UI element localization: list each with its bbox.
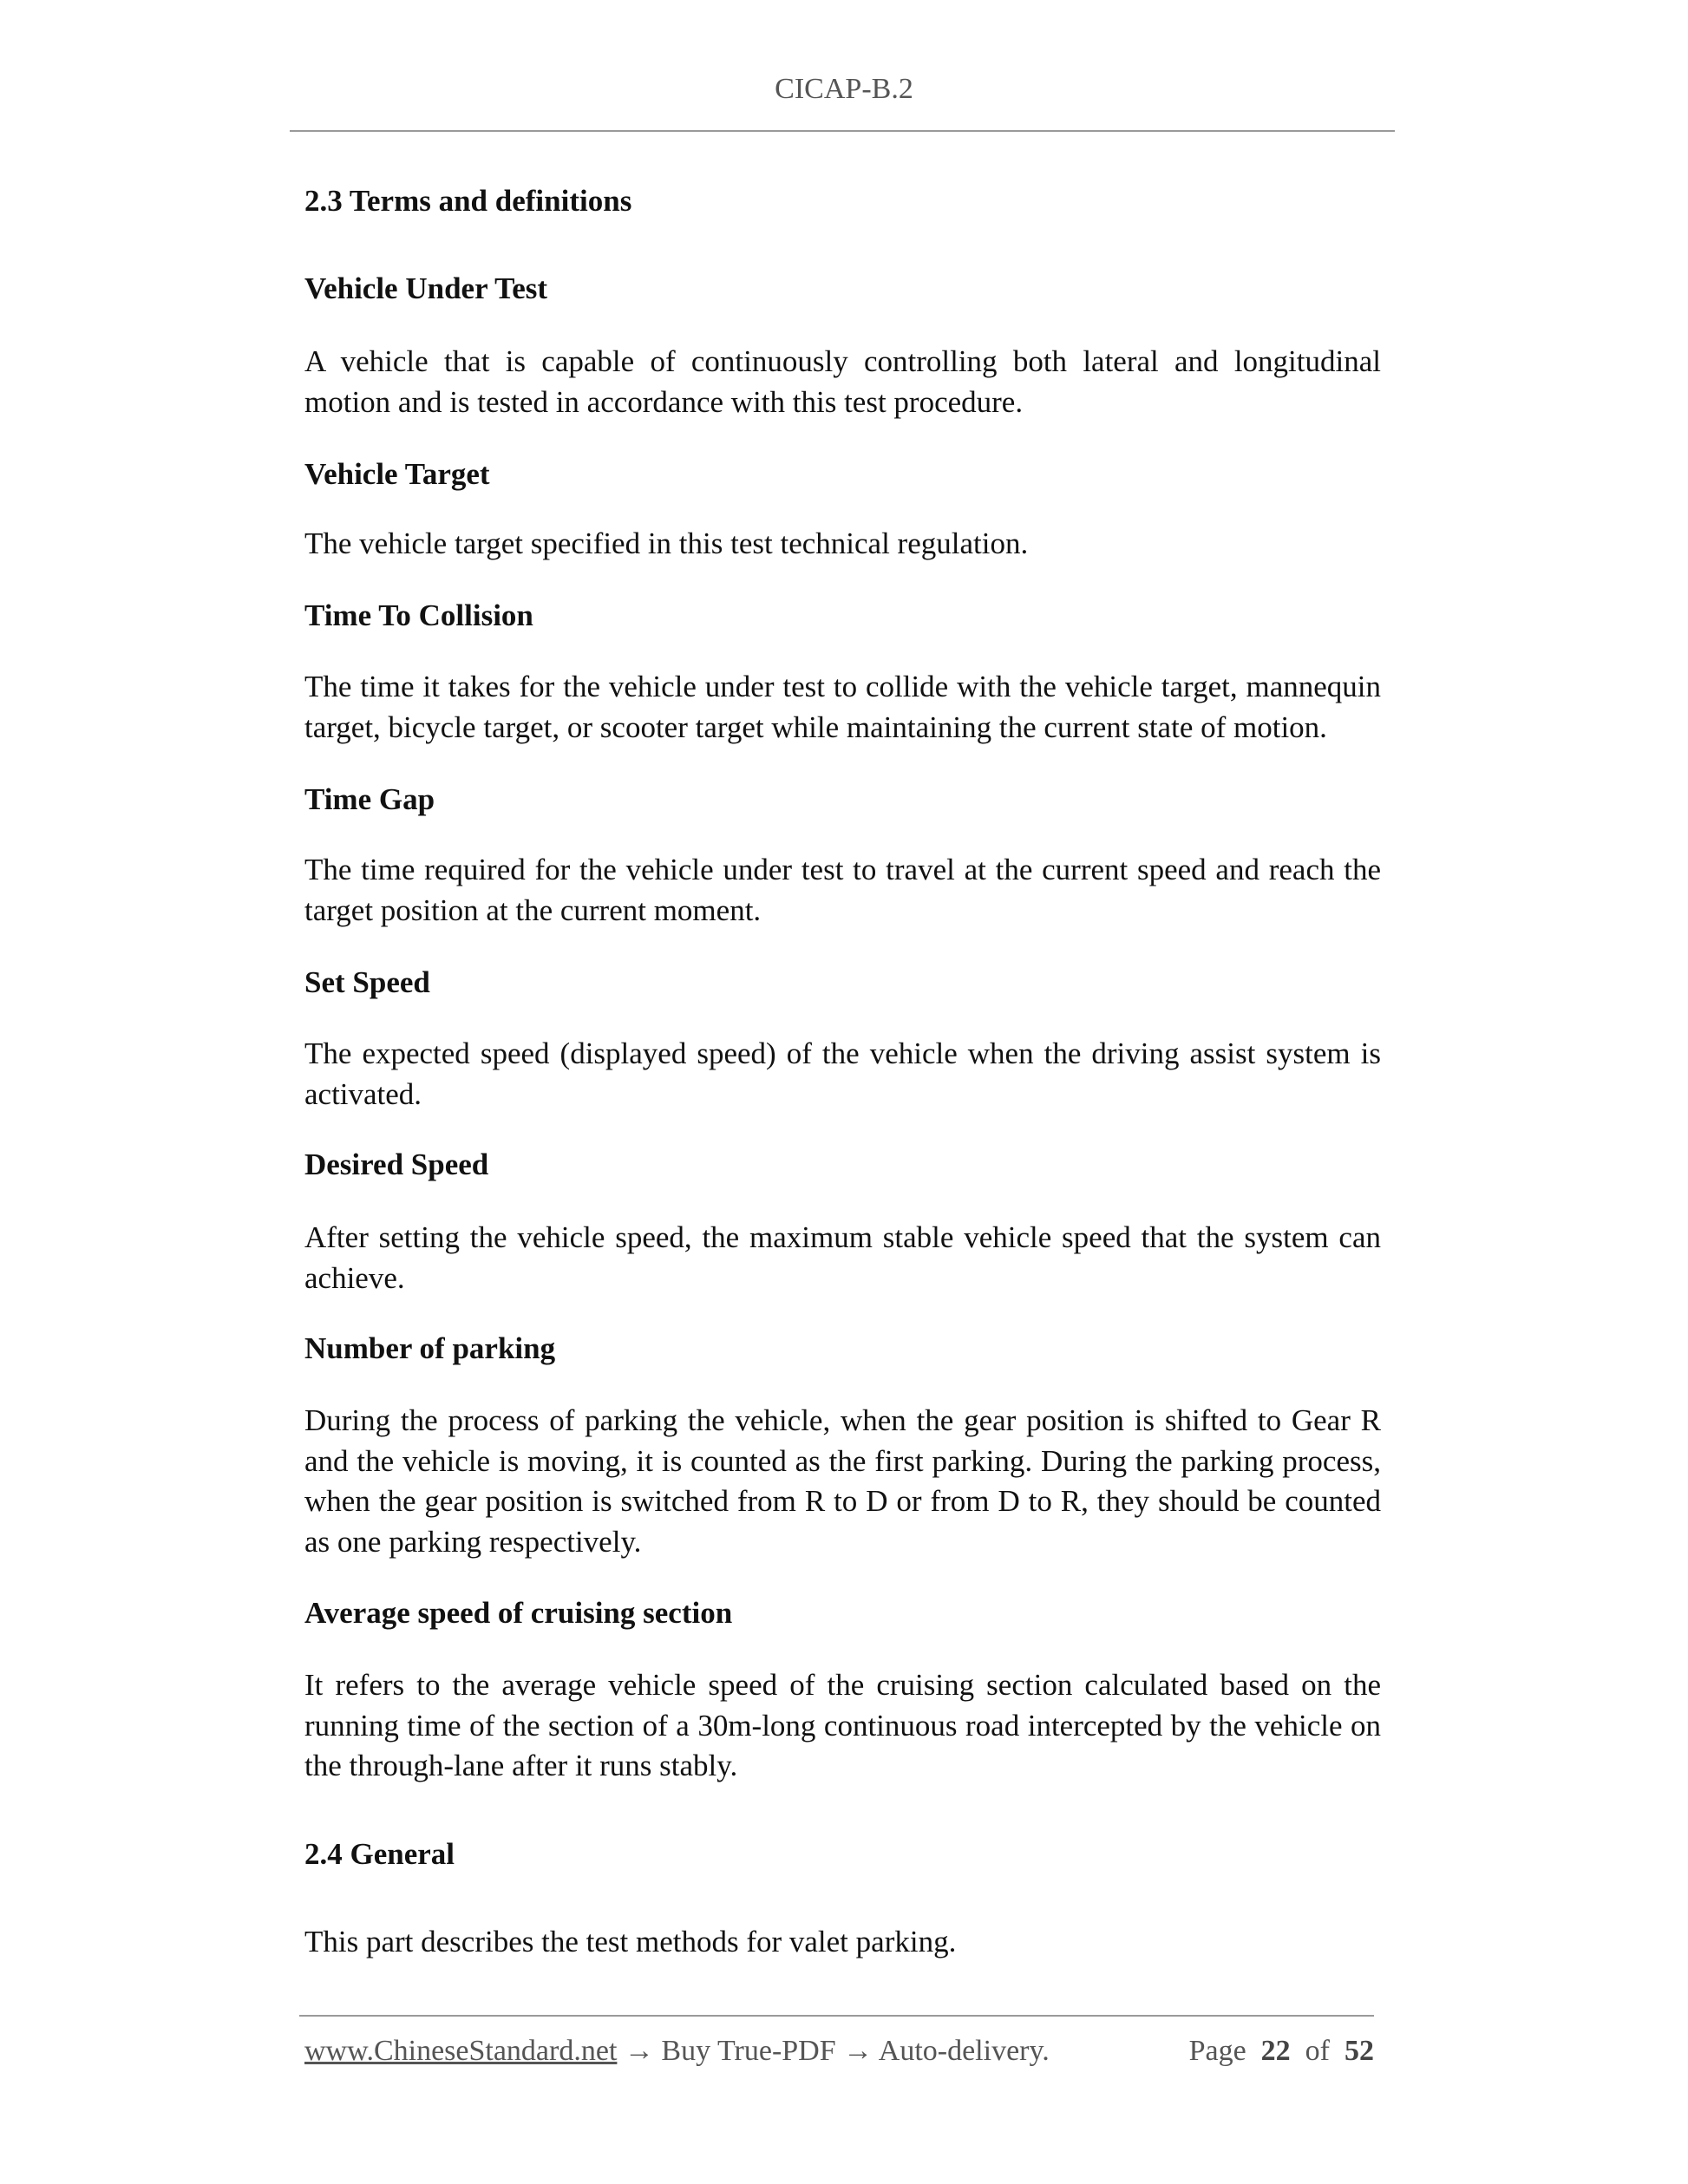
term-title: Time Gap bbox=[304, 782, 435, 816]
term-definition: The time it takes for the vehicle under test to collide with the vehicle target, mannequin target, bicycle target, or scooter target while maintaining the current state of motion. bbox=[304, 670, 1381, 744]
term-definition: The expected speed (displayed speed) of the vehicle when the driving assist system is activated. bbox=[304, 1036, 1381, 1111]
header-doc-code: CICAP-B.2 bbox=[775, 73, 913, 105]
term-definition: During the process of parking the vehicle, when the gear position is shifted to Gear R and the vehicle is moving, it is counted as the first parking. During the parking process, when the gear position is switched from R to D or from D to R, they should be counted as one parking respectively. bbox=[304, 1403, 1381, 1559]
section-heading: 2.3 Terms and definitions bbox=[304, 184, 632, 218]
page-label: Page bbox=[1188, 2035, 1246, 2067]
term-definition: The vehicle target specified in this test technical regulation. bbox=[304, 526, 1029, 560]
term-definition: The time required for the vehicle under test to travel at the current speed and reach the target position at the current moment. bbox=[304, 853, 1381, 927]
current-page: 22 bbox=[1260, 2035, 1291, 2067]
arrow-right-icon: → bbox=[624, 2035, 654, 2067]
term-title: Average speed of cruising section bbox=[304, 1596, 733, 1630]
website-link[interactable]: www.ChineseStandard.net bbox=[304, 2035, 618, 2067]
term-title: Time To Collision bbox=[304, 598, 533, 632]
of-label: of bbox=[1305, 2035, 1330, 2067]
total-pages: 52 bbox=[1345, 2035, 1374, 2067]
term-title: Set Speed bbox=[304, 965, 430, 999]
footer-rule bbox=[299, 2015, 1374, 2017]
arrow-right-icon: → bbox=[843, 2035, 873, 2067]
page-number bbox=[1189, 2035, 1374, 2068]
section-body: This part describes the test methods for valet parking. bbox=[304, 1925, 957, 1958]
term-title: Vehicle Under Test bbox=[304, 271, 548, 305]
delivery-text: Auto-delivery. bbox=[878, 2035, 1050, 2067]
term-title: Number of parking bbox=[304, 1331, 556, 1365]
term-definition: A vehicle that is capable of continuously controlling both lateral and longitudinal motion and is tested in accordance with this test procedure. bbox=[304, 344, 1381, 419]
section-heading: 2.4 General bbox=[304, 1837, 455, 1871]
term-definition: It refers to the average vehicle speed of the cruising section calculated based on the running time of the section of a 30m-long continuous road intercepted by the vehicle on the through-lane after it runs stably. bbox=[304, 1668, 1381, 1782]
term-definition: After setting the vehicle speed, the maximum stable vehicle speed that the system can achieve. bbox=[304, 1220, 1381, 1295]
footer bbox=[304, 2035, 1374, 2068]
header-rule bbox=[290, 130, 1395, 132]
term-title: Vehicle Target bbox=[304, 457, 490, 491]
buy-pdf-text: Buy True-PDF bbox=[661, 2035, 836, 2067]
footer-promo bbox=[304, 2035, 1050, 2068]
term-title: Desired Speed bbox=[304, 1148, 489, 1181]
